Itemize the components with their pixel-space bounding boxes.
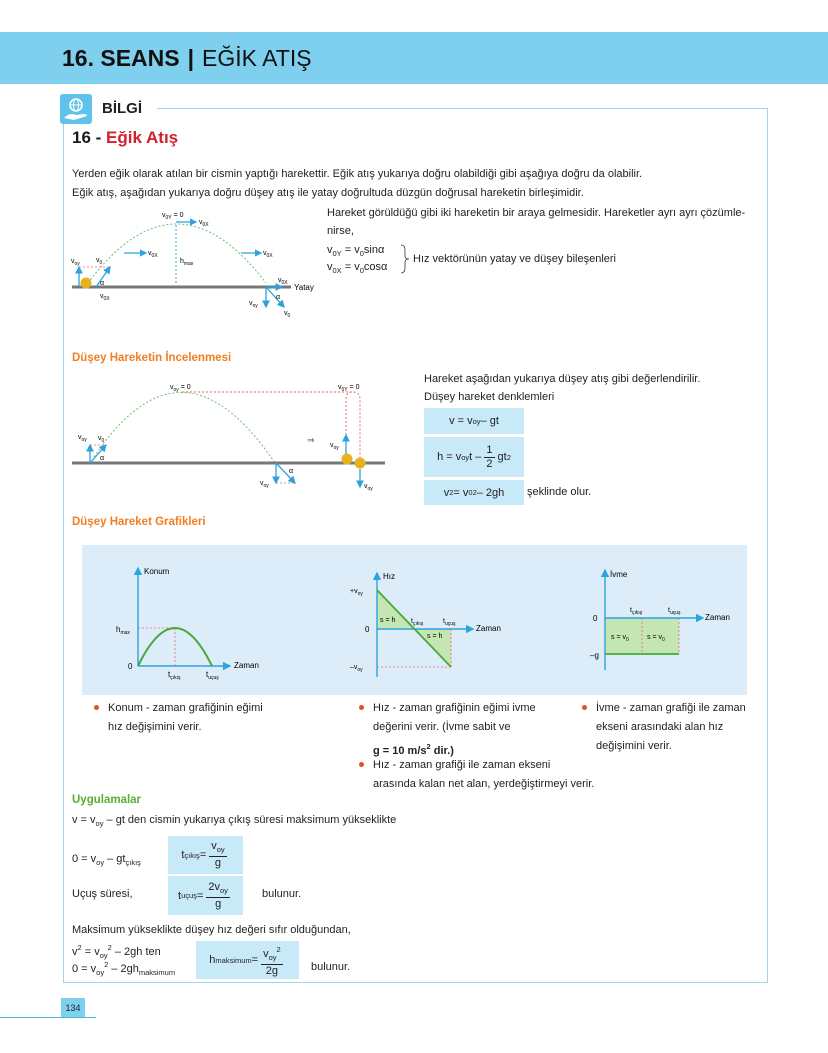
svg-text:v0Y = 0: $v_{0Y} = 0$	[162, 212, 184, 221]
brace-note: Hız vektörünün yatay ve düşey bileşenleri	[413, 253, 616, 265]
note-velocity-slope	[357, 699, 536, 761]
svg-text:voy: $v_{oy}$	[78, 434, 87, 443]
svg-text:s = v0: $s = v_0$	[611, 634, 629, 643]
svg-text:tuçuş: $t_{uçuş}$	[206, 670, 219, 681]
svg-text:–g: –g	[590, 651, 599, 660]
section-title-highlight: Eğik Atış	[106, 128, 179, 147]
note-line: Konum - zaman grafiğinin eğimi	[108, 702, 263, 714]
brace-icon	[400, 244, 410, 274]
flight-time-label: Uçuş süresi,	[72, 888, 133, 900]
applications-line-1: $v = v_{oy}$ – gt den cismin yukarıya çıkış süresi maksimum yükseklikte	[72, 814, 397, 828]
max-height-eq-b: $0 = v_{oy}^2 - 2gh_{maksimum}$	[72, 960, 176, 977]
svg-text:Zaman: Zaman	[234, 661, 259, 670]
svg-text:α: α	[100, 280, 105, 287]
svg-text:Zaman: Zaman	[705, 613, 730, 622]
equation-height: h = v oy t – $\frac{1}{2}$ gt 2	[424, 437, 524, 477]
svg-text:v0: $v_0$	[96, 257, 103, 266]
svg-text:v0: $v_0$	[284, 310, 291, 319]
section-title	[72, 128, 178, 148]
svg-text:voy: $v_{oy}$	[330, 442, 339, 451]
note-line: Hız - zaman grafiğinin eğimi ivme	[373, 702, 536, 714]
title-separator: |	[187, 45, 195, 71]
svg-text:tçıkış: $t_{çıkış}$	[168, 670, 181, 681]
max-height-eq-a: $v^2 = v_{oy}^2 - 2gh$ ten	[72, 943, 161, 960]
velocity-time-chart	[345, 565, 520, 680]
note-line: hız değişimini verir.	[108, 721, 202, 733]
intro-line-1: Yerden eğik olarak atılan bir cismin yaptığı harekettir. Eğik atış yukarıya doğru olabildiği gibi aşağıya doğru da olabilir.	[72, 168, 643, 180]
svg-text:+voy: $+v_{oy}$	[350, 588, 363, 597]
svg-text:voy: $v_{oy}$	[364, 483, 373, 492]
note-line: değerini verir. (İvme sabit ve	[373, 721, 511, 733]
intro-line-2: Eğik atış, aşağıdan yukarıya doğru düşey atış ile yatay doğrultuda düzgün doğrusal hareketin birleşimidir.	[72, 187, 584, 199]
note-line-gravity: g = 10 $m/s^2$ dir.)	[373, 742, 454, 757]
svg-text:İvme: İvme	[610, 570, 628, 579]
svg-text:tuçuş: $t_{uçuş}$	[443, 618, 456, 627]
svg-text:s = v0: $s = v_0$	[647, 634, 665, 643]
equation-suffix: şeklinde olur.	[527, 486, 592, 498]
box-max-height: h maksimum = $\frac{v_{oy}^2}{2g}$	[196, 941, 299, 979]
bilgi-label: BİLGİ	[102, 100, 142, 117]
note-velocity-area	[357, 756, 594, 794]
svg-text:tçıkış: $t_{çıkış}$	[411, 618, 424, 627]
note-line: değişimini verir.	[596, 740, 672, 752]
box-rise-time: t çıkış = $\frac{v_{oy}}{g}$	[168, 836, 243, 874]
svg-text:0: 0	[593, 614, 598, 623]
max-height-line: Maksimum yükseklikte düşey hız değeri sıfır olduğundan,	[72, 924, 351, 936]
svg-text:hmax: $h_{max}$	[180, 258, 194, 267]
svg-text:Zaman: Zaman	[476, 624, 501, 633]
svg-text:Konum: Konum	[144, 567, 170, 576]
applications-heading: Uygulamalar	[72, 794, 142, 806]
svg-text:v0: $v_0$	[98, 435, 105, 444]
svg-text:Yatay: Yatay	[294, 283, 314, 292]
note-position-time	[92, 699, 263, 737]
svg-text:Hız: Hız	[383, 572, 395, 581]
svg-text:v0Y = 0: $v_{0Y} = 0$	[338, 384, 360, 393]
page-number: 134	[61, 998, 85, 1018]
graphs-heading: Düşey Hareket Grafikleri	[72, 516, 206, 528]
note-line: ekseni arasındaki alan hız	[596, 721, 724, 733]
position-time-chart	[100, 560, 280, 685]
hand-globe-icon	[60, 94, 92, 124]
svg-text:voy: $v_{oy}$	[249, 300, 258, 309]
equation-velocity: v = v oy – gt	[424, 408, 524, 434]
vertical-motion-heading: Düşey Hareketin İncelenmesi	[72, 352, 232, 364]
svg-text:α: α	[289, 468, 294, 475]
vertical-motion-text-1: Hareket aşağıdan yukarıya düşey atış gibi değerlendirilir.	[424, 373, 701, 385]
svg-text:s = h: s = h	[380, 617, 396, 624]
info-box-divider	[157, 108, 768, 109]
topic-label: EĞİK ATIŞ	[202, 45, 312, 71]
components-text-2: nirse,	[327, 225, 354, 237]
vertical-motion-text-2: Düşey hareket denklemleri	[424, 391, 555, 403]
session-label: 16. SEANS	[62, 45, 180, 71]
note-line: İvme - zaman grafiği ile zaman	[596, 702, 746, 714]
svg-text:v0X: $v_{0X}$	[199, 219, 209, 228]
component-eq-y: $v_{0Y} = v_0\sin\alpha$	[327, 244, 385, 258]
svg-text:hmax: $h_{max}$	[116, 625, 130, 636]
svg-text:v0X: $v_{0X}$	[100, 293, 110, 302]
svg-text:α: α	[100, 455, 105, 462]
found-label-2: bulunur.	[311, 961, 351, 973]
equation-timeless: v 2 = v 0 2 – 2gh	[424, 480, 524, 505]
svg-text:0: 0	[128, 662, 133, 671]
vertical-motion-diagram	[70, 375, 400, 495]
svg-text:voy: $v_{oy}$	[71, 258, 80, 267]
svg-text:–voy: $-v_{oy}$	[350, 664, 363, 673]
applications-eq-left: $0 = v_{oy} - gt_{çıkış}$	[72, 853, 141, 867]
note-line: Hız - zaman grafiği ile zaman ekseni	[373, 759, 551, 771]
svg-text:voy = 0: $v_{oy} = 0$	[170, 384, 191, 393]
svg-text:0: 0	[365, 625, 370, 634]
svg-text:voy: $v_{oy}$	[260, 480, 269, 489]
svg-text:⇒: ⇒	[307, 435, 315, 445]
svg-text:v0X: $v_{0X}$	[263, 250, 273, 259]
svg-text:tçıkış: $t_{çıkış}$	[630, 607, 643, 616]
note-acceleration-time	[580, 699, 746, 756]
svg-text:s = h: s = h	[427, 633, 443, 640]
component-eq-x: $v_{0X} = v_0\cos\alpha$	[327, 261, 388, 275]
page-number-underline	[0, 1017, 96, 1018]
found-label-1: bulunur.	[262, 888, 302, 900]
svg-text:v0X: $v_{0X}$	[278, 277, 288, 286]
components-text-1: Hareket görüldüğü gibi iki hareketin bir araya gelmesidir. Hareketler ayrı ayrı çözümle-	[327, 207, 746, 219]
svg-text:α: α	[276, 294, 281, 301]
svg-text:tuçuş: $t_{uçuş}$	[668, 607, 681, 616]
acceleration-time-chart	[585, 565, 745, 675]
section-number: 16 -	[72, 128, 107, 147]
page-title	[62, 44, 312, 72]
svg-text:v0X: $v_{0X}$	[148, 250, 158, 259]
note-line: arasında kalan net alan, yerdeğiştirmeyi verir.	[373, 778, 595, 790]
trajectory-diagram	[66, 205, 326, 325]
box-flight-time: t uçuş = $\frac{2v_{oy}}{g}$	[168, 876, 243, 915]
